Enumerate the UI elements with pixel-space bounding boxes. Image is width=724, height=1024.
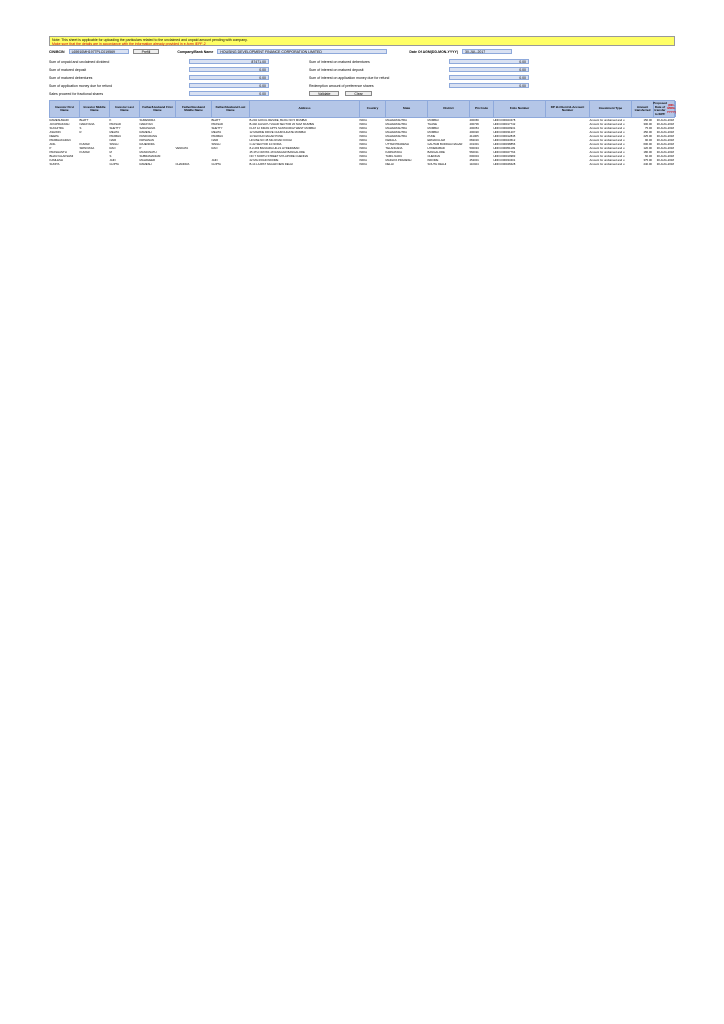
- column-header: Pin Code: [470, 101, 494, 117]
- summary-label: Sum of matured debentures: [49, 75, 93, 80]
- note-line-2: Make sure that the details are in accordance with the information already provided in e-form IEPF-2: [52, 42, 206, 46]
- note-line-1: Note: This sheet is applicable for uploading the particulars related to the unclaimed and unpaid amount pending with company.: [52, 38, 248, 42]
- table-cell[interactable]: SADASHIVA: [139, 126, 156, 130]
- table-cell[interactable]: KAMLESH: [49, 158, 63, 162]
- validate-button[interactable]: Validate: [309, 91, 339, 96]
- table-cell[interactable]: 201301: [469, 142, 479, 146]
- table-cell[interactable]: 600004: [469, 154, 479, 158]
- table-cell[interactable]: JAIN: [211, 158, 218, 162]
- table-cell[interactable]: SINGH: [211, 142, 221, 146]
- table-cell[interactable]: SUNITA: [49, 162, 60, 166]
- table-cell[interactable]: SHETTY: [211, 126, 223, 130]
- summary-label: Sum of interest on matured deposit: [309, 67, 364, 72]
- table-cell[interactable]: Amount for unclaimed and u: [589, 162, 625, 166]
- table-cell[interactable]: 30-AUG-2018: [656, 134, 674, 138]
- table-cell[interactable]: INDIA: [359, 138, 367, 142]
- table-cell[interactable]: HYDERABAD: [427, 146, 445, 150]
- table-cell[interactable]: INDIA: [359, 150, 367, 154]
- table-cell[interactable]: DELHI: [385, 162, 394, 166]
- table-cell[interactable]: KARNATAKA: [385, 150, 403, 154]
- table-cell[interactable]: B-204 GOKUL RESIDE, BLDG NO 5 MUMBAI: [249, 118, 308, 122]
- summary-value[interactable]: 0.00: [449, 83, 529, 88]
- table-cell[interactable]: [79, 162, 109, 166]
- summary-value[interactable]: 0.00: [449, 59, 529, 64]
- table-cell[interactable]: 450.00: [643, 130, 652, 134]
- table-cell[interactable]: M: [109, 150, 112, 154]
- summary-label: Sum of unpaid and unclaimed dividend: [49, 59, 110, 64]
- column-header: Amount transferred: [632, 101, 654, 117]
- summary-grid: [49, 59, 675, 96]
- column-header: Folio Number: [494, 101, 546, 117]
- table-cell[interactable]: BHAGYALAKSHMI: [49, 154, 74, 158]
- table-cell[interactable]: RAJENDRA: [139, 142, 155, 146]
- prefill-button[interactable]: Prefill: [133, 49, 160, 54]
- summary-label: Redemption amount of preference shares: [309, 83, 374, 88]
- summary-value[interactable]: 0.00: [449, 67, 529, 72]
- summary-label: Sum of matured deposit: [49, 67, 87, 72]
- column-header: State: [386, 101, 428, 117]
- table-cell[interactable]: 90.00: [645, 138, 652, 142]
- summary-value[interactable]: 0.00: [189, 83, 269, 88]
- column-header: Address: [250, 101, 360, 117]
- table-cell[interactable]: 30-AUG-2018: [656, 122, 674, 126]
- table-cell[interactable]: MUMBAI: [427, 126, 439, 130]
- table-cell[interactable]: 30-AUG-2018: [656, 158, 674, 162]
- table-cell[interactable]: INDIA: [359, 146, 367, 150]
- table-cell[interactable]: INDIA: [359, 134, 367, 138]
- table-cell[interactable]: INDIA: [359, 142, 367, 146]
- table-cell[interactable]: INDIA: [359, 118, 367, 122]
- table-cell[interactable]: TAMIL NADU: [385, 154, 403, 158]
- column-header: Investor Middle Name: [80, 101, 110, 117]
- table-cell[interactable]: TELANGANA: [385, 146, 403, 150]
- summary-value[interactable]: 0.00: [189, 75, 269, 80]
- table-cell[interactable]: 240.00: [643, 162, 652, 166]
- table-cell[interactable]: P: [139, 146, 142, 150]
- table-cell[interactable]: NAIR: [109, 138, 117, 142]
- table-cell[interactable]: UTTAR PRADESH: [385, 142, 409, 146]
- table-cell[interactable]: DEEPA: [49, 134, 59, 138]
- table-cell[interactable]: MAHARASHTRA: [385, 118, 407, 122]
- table-cell[interactable]: MADHYA PRADESH: [385, 158, 412, 162]
- table-cell[interactable]: Amount for unclaimed and u: [589, 130, 625, 134]
- cin-label: CIN/BCIN: [49, 49, 65, 54]
- table-cell[interactable]: MEHTA: [109, 130, 120, 134]
- table-cell[interactable]: SRINIVASA: [79, 146, 95, 150]
- table-cell[interactable]: CHENNAI: [427, 154, 441, 158]
- table-cell[interactable]: BANGALORE: [427, 150, 445, 154]
- table-cell[interactable]: GUPTA: [109, 162, 119, 166]
- table-cell[interactable]: INDIA: [359, 126, 367, 130]
- column-header: Father/Husband Last Name: [212, 101, 250, 117]
- table-cell[interactable]: PANDURANG: [139, 134, 158, 138]
- table-cell[interactable]: 452001: [469, 158, 479, 162]
- table-cell[interactable]: B-14 LAJPAT NAGAR NEW DELHI: [249, 162, 294, 166]
- agm-date-label: Date Of AGM(DD-MON-YYYY): [409, 49, 458, 54]
- table-cell[interactable]: 30-AUG-2018: [656, 146, 674, 150]
- table-body: [49, 118, 675, 910]
- column-header: District: [428, 101, 470, 117]
- table-cell[interactable]: 8-2-293 BANJARA HILLS HYDERABAD: [249, 146, 300, 150]
- table-cell[interactable]: KERALA: [385, 138, 397, 142]
- table-cell[interactable]: ANIL: [49, 142, 56, 146]
- table-cell[interactable]: VENKATA: [175, 146, 189, 150]
- table-cell[interactable]: Amount for unclaimed and u: [589, 118, 625, 122]
- table-cell[interactable]: HDFC000027764: [493, 150, 516, 154]
- table-cell[interactable]: 30-AUG-2018: [656, 162, 674, 166]
- table-cell[interactable]: 30-AUG-2018: [656, 126, 674, 130]
- table-cell[interactable]: 180.00: [643, 150, 652, 154]
- table-cell[interactable]: FLAT 12 KIRAN APTS SANTACRUZ WEST MUMBAI: [249, 126, 316, 130]
- table-cell[interactable]: 400020: [469, 130, 479, 134]
- summary-label: Sum of application money due for refund: [49, 83, 113, 88]
- table-cell[interactable]: [545, 162, 589, 166]
- table-cell[interactable]: HDFC000033401: [493, 158, 516, 162]
- table-cell[interactable]: PUNE: [427, 134, 436, 138]
- table-cell[interactable]: KUMAR: [79, 142, 90, 146]
- table-cell[interactable]: INDIA: [359, 154, 367, 158]
- table-cell[interactable]: 30-AUG-2018: [656, 118, 674, 122]
- table-cell[interactable]: 400706: [469, 122, 479, 126]
- table-cell[interactable]: Amount for unclaimed and u: [589, 126, 625, 130]
- table-cell[interactable]: NARAYAN: [139, 122, 153, 126]
- table-cell[interactable]: 300.00: [643, 122, 652, 126]
- summary-value[interactable]: 87471.00: [189, 59, 269, 64]
- table-cell[interactable]: NO 7 NORTH STREET MYLAPORE CHENNAI: [249, 154, 309, 158]
- table-cell[interactable]: PRASAD: [211, 122, 224, 126]
- table-cell[interactable]: PRABHAKARAN: [49, 138, 71, 142]
- table-cell[interactable]: Amount for unclaimed and u: [589, 138, 625, 142]
- table-cell[interactable]: SUBRAMANIAM: [139, 154, 161, 158]
- table-cell[interactable]: ASHWIN: [49, 130, 61, 134]
- table-cell[interactable]: 14 SHIVAJI NAGAR PUNE: [249, 134, 284, 138]
- table-cell[interactable]: 400054: [469, 126, 479, 130]
- table-cell[interactable]: 600.00: [643, 142, 652, 146]
- clear-button[interactable]: Clear: [345, 91, 371, 96]
- iepf-sheet: [49, 36, 675, 1012]
- table-cell[interactable]: SINGH: [109, 142, 119, 146]
- table-cell[interactable]: 30-AUG-2018: [656, 142, 674, 146]
- table-cell[interactable]: SOUTH DELHI: [427, 162, 447, 166]
- table-cell[interactable]: 30-AUG-2018: [656, 138, 674, 142]
- table-cell[interactable]: S: [109, 154, 112, 158]
- table-cell[interactable]: JAIN: [109, 158, 116, 162]
- date-format-note: (DD-MON-YYYY): [666, 102, 676, 114]
- table-cell[interactable]: HDFC000031207: [493, 130, 516, 134]
- table-cell[interactable]: S: [79, 126, 82, 130]
- company-name-label: Company/Bank Name: [177, 49, 214, 54]
- table-cell[interactable]: PRASHANTH: [49, 150, 67, 154]
- table-cell[interactable]: RAO: [109, 146, 116, 150]
- table-cell[interactable]: C-22 SECTOR 14 NOIDA: [249, 142, 282, 146]
- table-cell[interactable]: MEHTA: [211, 130, 222, 134]
- table-cell[interactable]: INDORE: [427, 158, 439, 162]
- table-cell[interactable]: K: [109, 118, 112, 122]
- table-cell[interactable]: MAHAVEER: [139, 158, 155, 162]
- column-header: Proposed Date of transfer to IEPF (DD-MON-YYYY): [653, 101, 676, 116]
- table-cell[interactable]: 22 MG ROAD INDORE: [249, 158, 279, 162]
- table-cell[interactable]: RAMESHWARI: [49, 118, 69, 122]
- table-cell[interactable]: HDFC000029931: [493, 126, 516, 130]
- table-cell[interactable]: RAO: [211, 146, 218, 150]
- table-cell[interactable]: MAHARASHTRA: [385, 130, 407, 134]
- table-cell[interactable]: Amount for unclaimed and u: [589, 154, 625, 158]
- table-cell[interactable]: MAHARASHTRA: [385, 134, 407, 138]
- sales-label: Sales proceed for fractional shares: [49, 91, 104, 96]
- table-cell[interactable]: SURENDRA: [139, 118, 156, 122]
- table-cell[interactable]: INDIA: [359, 122, 367, 126]
- table-cell[interactable]: MUMBAI: [427, 130, 439, 134]
- table-cell[interactable]: KUMAR: [79, 150, 90, 154]
- table-cell[interactable]: BHATT: [79, 118, 89, 122]
- column-header: Country: [360, 101, 386, 117]
- table-cell[interactable]: HDFC000051109: [493, 146, 516, 150]
- table-cell[interactable]: Amount for unclaimed and u: [589, 142, 625, 146]
- table-row: [49, 162, 675, 166]
- table-cell[interactable]: RAMESH: [139, 130, 152, 134]
- table-cell[interactable]: HDFC000038856: [493, 142, 516, 146]
- column-header: DP Id-Client Id-Account Number: [546, 101, 590, 117]
- table-cell[interactable]: P: [49, 146, 52, 150]
- table-cell[interactable]: CHANDRA: [175, 162, 190, 166]
- table-cell[interactable]: PRABHU: [109, 134, 122, 138]
- table-cell[interactable]: 375.00: [643, 158, 652, 162]
- summary-label: Sum of interest on application money due for refund: [309, 75, 390, 80]
- table-cell[interactable]: MUMBAI: [427, 118, 439, 122]
- table-cell[interactable]: 60.00: [645, 154, 652, 158]
- table-cell[interactable]: MAHARASHTRA: [385, 126, 407, 130]
- agm-date-field[interactable]: 30-JUL-2017: [462, 49, 512, 54]
- summary-value[interactable]: 0.00: [449, 75, 529, 80]
- table-cell[interactable]: 75.00: [645, 126, 652, 130]
- cin-input[interactable]: L65910MH1977PLC019569: [69, 49, 129, 54]
- table-cell[interactable]: HDFC000017742: [493, 122, 516, 126]
- table-cell[interactable]: KRISHNAN: [139, 138, 154, 142]
- table-cell[interactable]: 30-AUG-2018: [656, 150, 674, 154]
- summary-label: Sum of interest on matured debentures: [309, 59, 370, 64]
- table-cell[interactable]: BHATT: [211, 118, 221, 122]
- table-cell[interactable]: 150.00: [643, 118, 652, 122]
- table-cell[interactable]: MAHARASHTRA: [385, 122, 407, 126]
- table-cell[interactable]: HDFC000012845: [493, 134, 516, 138]
- table-cell[interactable]: JAYAPRAKASH: [49, 122, 70, 126]
- table-cell[interactable]: PRABHU: [211, 134, 224, 138]
- table-cell[interactable]: 560011: [469, 150, 479, 154]
- table-cell[interactable]: HDFC000019983: [493, 154, 516, 158]
- column-header: Father/Husband Middle Name: [176, 101, 212, 117]
- column-header: Investor Last Name: [110, 101, 140, 117]
- company-row: [49, 48, 675, 55]
- instruction-note: [49, 36, 675, 46]
- column-header: Investor First Name: [50, 101, 80, 117]
- table-cell[interactable]: HDFC000044512: [493, 138, 516, 142]
- table-cell[interactable]: MANJUNATH: [139, 150, 157, 154]
- table-cell[interactable]: INDIA: [359, 130, 367, 134]
- table-cell[interactable]: SHETTY: [109, 126, 121, 130]
- table-cell[interactable]: 45 4TH CROSS JAYANAGAR BANGALORE: [249, 150, 305, 154]
- column-header: Father/Husband First Name: [140, 101, 176, 117]
- table-cell[interactable]: SUCHITRA: [49, 126, 64, 130]
- table-cell[interactable]: 12 MARINE DRIVE CHURCHGATE MUMBAI: [249, 130, 306, 134]
- table-cell[interactable]: 411005: [469, 134, 479, 138]
- table-cell[interactable]: Amount for unclaimed and u: [589, 146, 625, 150]
- table-cell[interactable]: ERNAKULAM: [427, 138, 445, 142]
- summary-value[interactable]: 0.00: [189, 67, 269, 72]
- table-header: [49, 100, 675, 118]
- table-cell[interactable]: HDFC000023478: [493, 118, 516, 122]
- table-cell[interactable]: PRASAD: [109, 122, 122, 126]
- table-cell[interactable]: 225.00: [643, 134, 652, 138]
- table-cell[interactable]: Amount for unclaimed and u: [589, 134, 625, 138]
- table-cell[interactable]: 400066: [469, 118, 479, 122]
- table-cell[interactable]: Amount for unclaimed and u: [589, 150, 625, 154]
- table-cell[interactable]: 120.00: [643, 146, 652, 150]
- table-cell[interactable]: RAMESH: [139, 162, 152, 166]
- table-cell[interactable]: GUPTA: [211, 162, 221, 166]
- table-cell[interactable]: B-402 JALVAYU VIHAR SECTOR 20 NAVI MUMBAI: [249, 122, 315, 126]
- column-header: Investment Type: [590, 101, 632, 117]
- table-cell[interactable]: 30-AUG-2018: [656, 130, 674, 134]
- table-cell[interactable]: 30-AUG-2018: [656, 154, 674, 158]
- table-cell[interactable]: NARAYANA: [79, 122, 95, 126]
- table-cell[interactable]: GAUTAM BUDDHA NAGAR: [427, 142, 463, 146]
- table-cell[interactable]: HOUSE NO 45 MG ROAD KOCHI: [249, 138, 293, 142]
- table-cell[interactable]: 110024: [469, 162, 479, 166]
- sales-value[interactable]: 0.00: [189, 91, 269, 96]
- table-cell[interactable]: Amount for unclaimed and u: [589, 158, 625, 162]
- table-cell[interactable]: HDFC000046628: [493, 162, 516, 166]
- table-cell[interactable]: INDIA: [359, 162, 367, 166]
- table-cell[interactable]: 500034: [469, 146, 479, 150]
- table-cell[interactable]: THANE: [427, 122, 437, 126]
- company-name-field[interactable]: HOUSING DEVELOPMENT FINANCE CORPORATION LIMITED: [217, 49, 387, 54]
- table-cell[interactable]: INDIA: [359, 158, 367, 162]
- table-cell[interactable]: NAIR: [211, 138, 219, 142]
- table-cell[interactable]: 682016: [469, 138, 479, 142]
- table-cell[interactable]: Amount for unclaimed and u: [589, 122, 625, 126]
- table-cell[interactable]: R: [79, 130, 82, 134]
